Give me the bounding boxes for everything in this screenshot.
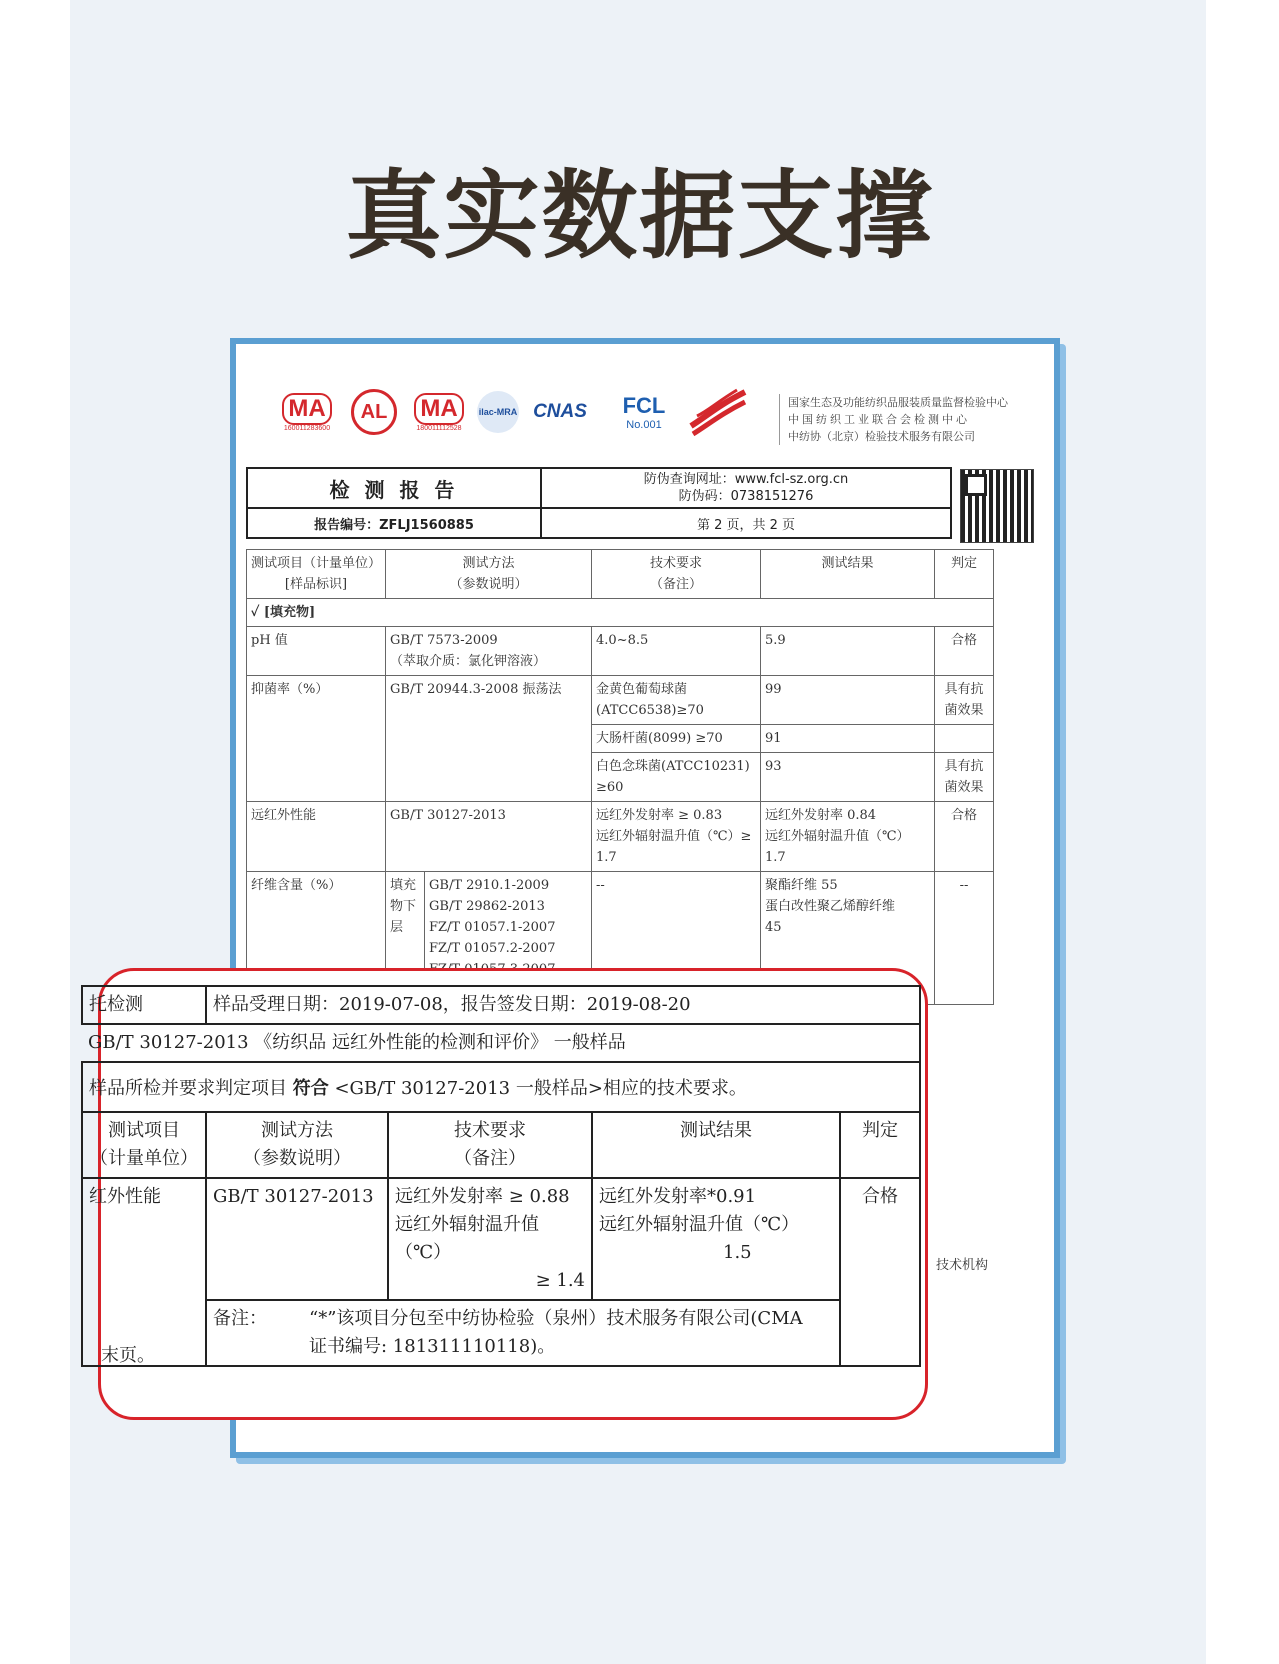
note-label: 备注： (213, 1308, 267, 1329)
col-header: 判定 (935, 550, 994, 599)
org-line: 中国纺织工业联合会检测中心 (788, 413, 970, 426)
zoomed-report-excerpt (88, 968, 928, 1420)
report-number: 报告编号：ZFLJ1560885 (247, 508, 541, 538)
query-code: 防伪码：0738151276 (678, 489, 814, 504)
anti-counterfeit-info (541, 468, 951, 508)
query-site: 防伪查询网址：www.fcl-sz.org.cn (643, 472, 849, 487)
conclusion-post: <GB/T 30127-2013 一般样品>相应的技术要求。 (334, 1078, 747, 1099)
excerpt-row (82, 1062, 920, 1112)
end-of-report: 末页。 (101, 1345, 155, 1366)
note-text: “*”该项目分包至中纺协检验（泉州）技术服务有限公司(CMA 证书编号: 181311110118)。 (309, 1308, 803, 1357)
cma-logo-icon-2: MA 180011112528 (408, 384, 470, 440)
qr-code (960, 469, 1034, 543)
table-header-row (247, 550, 994, 599)
col-header: 测试项目 （计量单位） (82, 1112, 206, 1178)
cell-result: 93 (761, 753, 935, 802)
cell-item: 红外性能 (82, 1178, 206, 1366)
col-header: 测试方法 （参数说明） (386, 550, 592, 599)
cell-dates: 样品受理日期：2019-07-08，报告签发日期：2019-08-20 (206, 986, 920, 1024)
cell-method: GB/T 30127-2013 (206, 1178, 388, 1300)
col-header: 测试方法 （参数说明） (206, 1112, 388, 1178)
cell-req (388, 1178, 592, 1300)
cell-verdict: 具有抗 菌效果 (935, 676, 994, 725)
report-header-table (246, 467, 952, 539)
cnas-logo-icon: CNAS (533, 401, 587, 422)
col-header: 技术要求 （备注） (388, 1112, 592, 1178)
cell-req: 远红外发射率 ≥ 0.83 远红外辐射温升值（℃）≥ 1.7 (592, 802, 761, 872)
cell-result: 99 (761, 676, 935, 725)
cell-req: 4.0~8.5 (592, 627, 761, 676)
cell-verdict: 合格 (935, 627, 994, 676)
cell-verdict: 合格 (840, 1178, 920, 1366)
cell-result: 91 (761, 725, 935, 753)
page-headline: 真实数据支撑 (345, 160, 934, 272)
issuing-organizations (779, 394, 1048, 445)
page-info: 第 2 页，共 2 页 (541, 508, 951, 538)
cell-item: 远红外性能 (247, 802, 386, 872)
col-header: 测试结果 (761, 550, 935, 599)
result-value: 1.5 (723, 1242, 752, 1263)
cell-item: 抑菌率（%） (247, 676, 386, 802)
table-row (247, 627, 994, 676)
cell-conclusion (82, 1062, 920, 1112)
certification-logos (276, 384, 796, 444)
cell-req: 白色念珠菌(ATCC10231) ≥60 (592, 753, 761, 802)
ilac-mra-logo-icon: ilac-MRA (476, 384, 520, 440)
col-header: 判定 (840, 1112, 920, 1178)
fcl-logo-icon: FCL No.001 (622, 393, 666, 431)
cell-method: GB/T 7573-2009 （萃取介质：氯化钾溶液） (386, 627, 592, 676)
results-table (246, 549, 994, 1005)
excerpt-note-row (82, 1300, 920, 1366)
excerpt-row (82, 986, 920, 1024)
cal-logo-icon: AL (346, 384, 402, 440)
cell-standard: GB/T 30127-2013 《纺织品 远红外性能的检测和评价》 一般样品 (82, 1024, 920, 1062)
org-line: 国家生态及功能纺织品服装质量监督检验中心 (788, 396, 1008, 409)
cell-verdict-empty (935, 725, 994, 753)
cell-result: 5.9 (761, 627, 935, 676)
cell-method: GB/T 20944.3-2008 振荡法 (386, 676, 592, 802)
cell-label: 托检测 (82, 986, 206, 1024)
section-row (247, 599, 994, 627)
cell-result: 聚酯纤维 55 蛋白改性聚乙烯醇纤维 45 (761, 872, 935, 1005)
cell-item: 纤维含量（%） (247, 872, 386, 1005)
excerpt-row (82, 1024, 920, 1062)
section-label: ✓ [填充物] (247, 599, 994, 627)
cell-result: 远红外发射率 0.84 远红外辐射温升值（℃）1.7 (761, 802, 935, 872)
excerpt-header-row (82, 1112, 920, 1178)
cell-verdict: 具有抗 菌效果 (935, 753, 994, 802)
col-header: 技术要求 （备注） (592, 550, 761, 599)
cell-sublabel: 填充 物下 层 (386, 872, 425, 1005)
excerpt-table (81, 985, 921, 1367)
report-title: 检 测 报 告 (247, 468, 541, 508)
cell-req: 金黄色葡萄球菌 (ATCC6538)≥70 (592, 676, 761, 725)
req-value: ≥ 1.4 (535, 1270, 585, 1291)
cma-logo-icon: MA 160011283600 (283, 394, 331, 432)
table-row (247, 676, 994, 725)
req-text: 远红外发射率 ≥ 0.88 远红外辐射温升值（℃） (395, 1186, 570, 1263)
cell-method: GB/T 30127-2013 (386, 802, 592, 872)
cell-item: pH 值 (247, 627, 386, 676)
cell-result (592, 1178, 840, 1300)
col-header: 测试项目（计量单位） [样品标识] (247, 550, 386, 599)
cell-note (206, 1300, 840, 1366)
cell-verdict: -- (935, 872, 994, 1005)
cell-req: 大肠杆菌(8099) ≥70 (592, 725, 761, 753)
cell-verdict: 合格 (935, 802, 994, 872)
side-fragment: 技术机构 (936, 1258, 989, 1273)
cell-req: -- (592, 872, 761, 1005)
conclusion-bold: 符合 (292, 1078, 329, 1099)
cell-method: GB/T 2910.1-2009 GB/T 29862-2013 FZ/T 01057.1-2007 FZ/T 01057.2-2007 (425, 872, 592, 1005)
org-line: 中纺协（北京）检验技术服务有限公司 (788, 430, 975, 443)
conclusion-pre: 样品所检并要求判定项目 (89, 1078, 287, 1099)
result-text: 远红外发射率*0.91 远红外辐射温升值（℃） (599, 1186, 800, 1235)
excerpt-data-row (82, 1178, 920, 1300)
col-header: 测试结果 (592, 1112, 840, 1178)
ribbon-logo-icon (686, 384, 750, 440)
table-row (247, 802, 994, 872)
